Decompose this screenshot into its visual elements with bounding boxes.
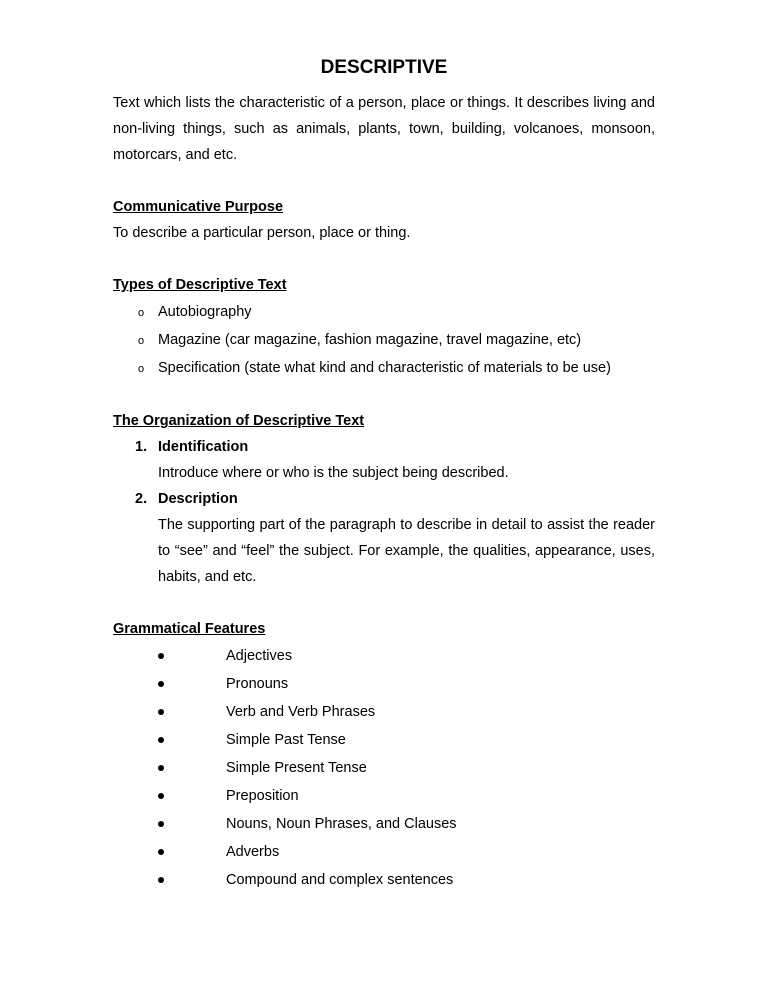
types-list xyxy=(113,298,655,382)
list-number: 1. xyxy=(135,439,148,455)
circle-bullet-icon: o xyxy=(138,335,145,347)
grammar-heading: Grammatical Features xyxy=(113,621,266,637)
list-item xyxy=(113,670,655,698)
list-item-text: Simple Past Tense xyxy=(226,732,346,748)
bullet-dot-icon xyxy=(158,709,164,715)
list-item-text: Specification (state what kind and characteristic of materials to be use) xyxy=(158,360,611,376)
list-item-text: Adverbs xyxy=(226,844,280,860)
list-item-text: Verb and Verb Phrases xyxy=(226,704,376,720)
list-item xyxy=(113,298,655,326)
list-item xyxy=(113,810,655,838)
bullet-dot-icon xyxy=(158,653,164,659)
intro-paragraph: Text which lists the characteristic of a person, place or things. It describes living and non-living things, such as animals, plants, town, building, volcanoes, monsoon, motorcars, and etc. xyxy=(113,95,655,163)
list-item-text: Preposition xyxy=(226,788,299,804)
communicative-purpose-text: To describe a particular person, place or thing. xyxy=(113,225,411,241)
list-item xyxy=(113,866,655,894)
organization-item-desc: Introduce where or who is the subject being described. xyxy=(158,465,509,481)
bullet-dot-icon xyxy=(158,793,164,799)
organization-list xyxy=(113,434,655,590)
circle-bullet-icon: o xyxy=(138,363,145,375)
document-page xyxy=(113,54,655,894)
bullet-dot-icon xyxy=(158,737,164,743)
organization-item-desc: The supporting part of the paragraph to describe in detail to assist the reader to “see” and “feel” the subject. For example, the qualities, appearance, uses, habits, and etc. xyxy=(158,517,655,585)
list-item xyxy=(113,754,655,782)
list-item-text: Pronouns xyxy=(226,676,289,692)
list-item xyxy=(113,726,655,754)
list-item xyxy=(113,642,655,670)
document-title: DESCRIPTIVE xyxy=(320,57,448,78)
types-heading: Types of Descriptive Text xyxy=(113,277,287,293)
list-item xyxy=(113,486,655,590)
organization-item-title: Description xyxy=(158,491,238,507)
list-item-text: Adjectives xyxy=(226,648,293,664)
circle-bullet-icon: o xyxy=(138,307,145,319)
list-item-text: Nouns, Noun Phrases, and Clauses xyxy=(226,816,457,832)
bullet-dot-icon xyxy=(158,849,164,855)
organization-heading: The Organization of Descriptive Text xyxy=(113,413,365,429)
bullet-dot-icon xyxy=(158,681,164,687)
list-item xyxy=(113,434,655,486)
bullet-dot-icon xyxy=(158,821,164,827)
list-item xyxy=(113,326,655,354)
organization-item-title: Identification xyxy=(158,439,249,455)
grammar-list xyxy=(113,642,655,894)
list-item-text: Magazine (car magazine, fashion magazine, travel magazine, etc) xyxy=(158,332,582,348)
list-item xyxy=(113,698,655,726)
bullet-dot-icon xyxy=(158,765,164,771)
list-item-text: Compound and complex sentences xyxy=(226,872,454,888)
list-item xyxy=(113,354,655,382)
list-item-text: Autobiography xyxy=(158,304,252,320)
bullet-dot-icon xyxy=(158,877,164,883)
list-item-text: Simple Present Tense xyxy=(226,760,367,776)
list-item xyxy=(113,838,655,866)
communicative-purpose-heading: Communicative Purpose xyxy=(113,199,284,215)
list-item xyxy=(113,782,655,810)
list-number: 2. xyxy=(135,491,148,507)
